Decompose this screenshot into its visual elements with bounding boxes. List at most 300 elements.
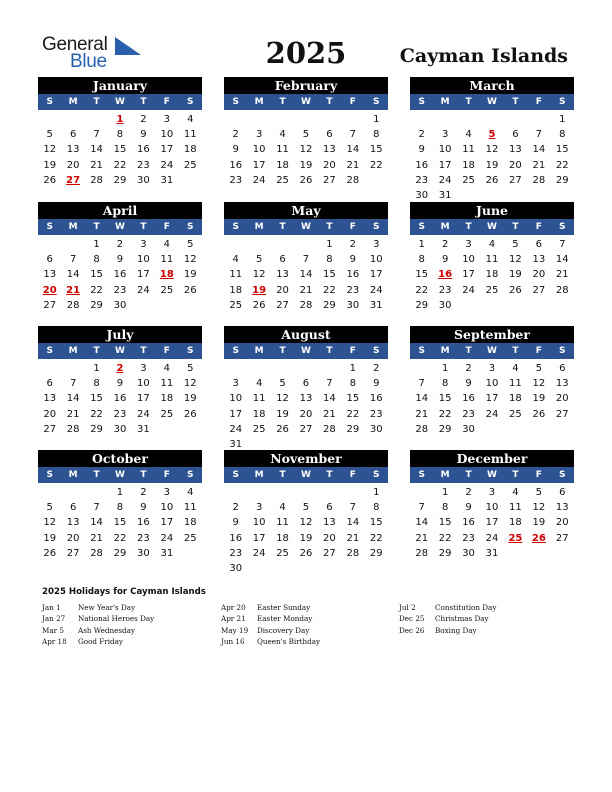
day-cell: 22 [369, 159, 383, 171]
day-cell: 26 [43, 547, 57, 559]
day-cell: 7 [535, 129, 543, 141]
day-cell: 16 [462, 393, 475, 405]
day-cell: 9 [232, 144, 239, 156]
day-cell: 4 [163, 363, 171, 374]
day-cell: 23 [113, 284, 127, 296]
weekday-label: S [46, 346, 53, 356]
day-cell: 30 [369, 423, 383, 435]
day-cell: 31 [485, 547, 499, 559]
weekday-label: F [163, 346, 170, 356]
month-august [224, 326, 388, 452]
day-cell: 12 [183, 378, 197, 390]
day-cell: 17 [137, 269, 150, 281]
day-cell: 30 [415, 189, 429, 201]
day-cell: 26 [299, 547, 313, 559]
day-cell: 31 [137, 423, 150, 435]
day-cell: 20 [532, 269, 546, 281]
weekday-label: W [301, 470, 311, 480]
empty-day [247, 485, 270, 500]
day-cell: 20 [555, 517, 569, 529]
holiday-date: Apr 21 [221, 614, 246, 624]
holiday-day: 19 [252, 284, 267, 296]
day-cell: 4 [163, 239, 171, 250]
days-grid [224, 110, 388, 188]
day-cell: 13 [299, 393, 313, 405]
day-cell: 24 [252, 547, 266, 559]
day-cell: 17 [252, 532, 266, 544]
holiday-column [221, 602, 320, 648]
day-cell: 31 [160, 174, 174, 186]
weekday-label: S [232, 97, 239, 107]
day-cell: 1 [418, 239, 425, 250]
day-cell: 23 [229, 174, 243, 186]
weekday-label: S [559, 97, 566, 107]
weekday-label: T [93, 470, 100, 480]
empty-day [341, 485, 364, 500]
days-grid [38, 235, 202, 313]
holiday-row [399, 602, 496, 613]
day-cell: 30 [113, 299, 127, 311]
empty-day [527, 112, 550, 127]
day-cell: 17 [369, 269, 383, 281]
weekday-label: W [301, 97, 311, 107]
day-cell: 6 [69, 502, 77, 514]
weekday-label: M [254, 470, 264, 480]
holiday-day: 5 [488, 129, 496, 141]
day-cell: 28 [299, 299, 313, 311]
day-cell: 21 [323, 408, 336, 420]
day-cell: 21 [415, 408, 429, 420]
day-cell: 28 [66, 299, 80, 311]
day-cell: 19 [299, 532, 313, 544]
day-cell: 6 [559, 363, 566, 374]
weekday-label: W [301, 346, 311, 356]
month-title: November [224, 450, 388, 467]
day-cell: 4 [279, 502, 286, 514]
day-cell: 3 [232, 378, 239, 390]
day-cell: 7 [93, 129, 100, 141]
day-cell: 21 [415, 532, 429, 544]
day-cell: 24 [462, 284, 475, 296]
day-cell: 24 [229, 423, 243, 435]
day-cell: 30 [462, 547, 475, 559]
day-cell: 31 [229, 438, 243, 450]
day-cell: 25 [276, 547, 289, 559]
day-cell: 29 [346, 423, 360, 435]
holiday-date: Mar 5 [42, 625, 64, 635]
day-cell: 6 [512, 129, 519, 141]
weekday-label: M [68, 470, 78, 480]
day-cell: 26 [509, 284, 522, 296]
empty-day [85, 112, 108, 127]
empty-day [457, 112, 480, 127]
days-grid [410, 483, 574, 561]
day-cell: 9 [349, 254, 357, 266]
weekday-label: W [487, 222, 497, 232]
day-cell: 29 [555, 174, 569, 186]
day-cell: 18 [160, 393, 174, 405]
day-cell: 30 [438, 299, 452, 311]
day-cell: 31 [438, 189, 452, 201]
day-cell: 22 [555, 159, 569, 171]
day-cell: 16 [369, 393, 383, 405]
weekday-label: F [349, 346, 356, 356]
empty-day [433, 112, 456, 127]
weekday-label: S [187, 222, 194, 232]
month-title: September [410, 326, 574, 343]
day-cell: 11 [229, 269, 243, 281]
holiday-column [399, 602, 496, 636]
day-cell: 9 [373, 378, 380, 390]
day-cell: 28 [90, 547, 103, 559]
day-cell: 5 [535, 363, 543, 374]
empty-day [38, 237, 61, 252]
day-cell: 15 [323, 269, 336, 281]
day-cell: 6 [69, 129, 77, 141]
weekday-label: F [349, 470, 356, 480]
day-cell: 14 [323, 393, 336, 405]
day-cell: 22 [415, 284, 429, 296]
weekday-label: M [440, 346, 450, 356]
day-cell: 11 [485, 254, 499, 266]
holiday-name: Good Friday [78, 637, 123, 647]
day-cell: 12 [299, 144, 313, 156]
day-cell: 1 [93, 363, 100, 374]
day-cell: 17 [462, 269, 475, 281]
day-cell: 28 [532, 174, 546, 186]
weekday-label: T [326, 470, 333, 480]
day-cell: 2 [441, 239, 449, 250]
month-title: July [38, 326, 202, 343]
day-cell: 15 [555, 144, 569, 156]
day-cell: 5 [279, 378, 286, 390]
weekday-label: S [187, 97, 194, 107]
weekday-label: T [93, 97, 100, 107]
day-cell: 11 [509, 502, 522, 514]
day-cell: 6 [326, 502, 333, 514]
empty-day [294, 485, 317, 500]
day-cell: 17 [229, 408, 243, 420]
month-october [38, 450, 202, 561]
day-cell: 23 [137, 159, 150, 171]
day-cell: 12 [299, 517, 313, 529]
day-cell: 20 [43, 408, 57, 420]
day-cell: 12 [276, 393, 289, 405]
day-cell: 5 [187, 363, 194, 374]
day-cell: 5 [187, 239, 194, 250]
calendar-year: 2025 [265, 36, 347, 70]
month-title: August [224, 326, 388, 343]
day-cell: 7 [69, 254, 77, 266]
month-title: October [38, 450, 202, 467]
day-cell: 8 [418, 254, 425, 266]
holiday-date: Jul 2 [399, 603, 416, 612]
day-cell: 21 [66, 408, 80, 420]
holiday-name: Christmas Day [435, 614, 489, 624]
day-cell: 18 [229, 284, 243, 296]
day-cell: 16 [113, 269, 127, 281]
day-cell: 22 [369, 532, 383, 544]
holiday-row [221, 636, 320, 647]
empty-day [247, 237, 270, 252]
month-april [38, 202, 202, 313]
day-cell: 31 [160, 547, 174, 559]
day-cell: 23 [462, 408, 475, 420]
day-cell: 14 [555, 254, 569, 266]
day-cell: 26 [485, 174, 499, 186]
day-cell: 13 [323, 144, 336, 156]
day-cell: 21 [532, 159, 546, 171]
day-cell: 5 [255, 254, 263, 266]
weekday-label: S [187, 470, 194, 480]
day-cell: 3 [140, 363, 147, 374]
holiday-name: Easter Sunday [257, 603, 311, 612]
day-cell: 10 [160, 502, 174, 514]
day-cell: 18 [485, 269, 499, 281]
day-cell: 30 [346, 299, 360, 311]
weekday-label: T [279, 470, 286, 480]
empty-day [38, 485, 61, 500]
holiday-name: National Heroes Day [78, 614, 155, 624]
day-cell: 28 [90, 174, 103, 186]
day-cell: 4 [465, 129, 472, 141]
holiday-name: Constitution Day [435, 603, 497, 612]
weekday-label: S [46, 222, 53, 232]
day-cell: 29 [113, 174, 127, 186]
day-cell: 7 [418, 502, 425, 514]
day-cell: 8 [116, 502, 124, 514]
day-cell: 6 [46, 254, 53, 266]
day-cell: 10 [485, 502, 499, 514]
day-cell: 21 [555, 269, 569, 281]
day-cell: 12 [252, 269, 266, 281]
weekday-label: W [487, 97, 497, 107]
day-cell: 13 [509, 144, 522, 156]
weekday-label: F [163, 97, 170, 107]
day-cell: 14 [66, 269, 80, 281]
day-cell: 25 [160, 284, 174, 296]
day-cell: 5 [46, 129, 53, 141]
weekday-label: T [326, 346, 333, 356]
day-cell: 8 [559, 129, 566, 141]
day-cell: 19 [43, 532, 57, 544]
day-cell: 23 [438, 284, 452, 296]
day-cell: 6 [279, 254, 286, 266]
day-cell: 20 [276, 284, 289, 296]
day-cell: 2 [465, 487, 472, 498]
holiday-row [42, 613, 154, 624]
day-cell: 8 [93, 254, 100, 266]
day-cell: 19 [299, 159, 313, 171]
day-cell: 28 [415, 423, 429, 435]
day-cell: 11 [462, 144, 475, 156]
holiday-name: New Year's Day [78, 603, 136, 612]
day-cell: 24 [160, 532, 174, 544]
day-cell: 10 [369, 254, 383, 266]
day-cell: 17 [160, 517, 174, 529]
weekday-label: S [373, 346, 380, 356]
weekday-label: S [418, 222, 425, 232]
holiday-day: 2 [116, 363, 124, 374]
day-cell: 17 [252, 159, 266, 171]
weekday-label: W [487, 346, 497, 356]
holiday-date: Jun 16 [221, 637, 245, 647]
day-cell: 27 [555, 532, 569, 544]
day-cell: 4 [232, 254, 239, 266]
days-grid [38, 483, 202, 561]
day-cell: 3 [488, 487, 496, 498]
empty-day [271, 361, 294, 376]
weekday-label: F [535, 470, 542, 480]
weekday-label: S [373, 470, 380, 480]
weekday-label: S [559, 346, 566, 356]
holiday-date: Apr 20 [221, 603, 246, 612]
month-june [410, 202, 574, 313]
weekday-label: T [93, 222, 100, 232]
day-cell: 15 [438, 393, 452, 405]
day-cell: 8 [441, 502, 449, 514]
day-cell: 8 [373, 129, 380, 141]
month-title: February [224, 77, 388, 94]
day-cell: 17 [438, 159, 452, 171]
day-cell: 12 [485, 144, 499, 156]
holiday-date: Apr 18 [42, 637, 67, 647]
day-cell: 21 [90, 159, 103, 171]
day-cell: 7 [418, 378, 425, 390]
holiday-row [221, 625, 320, 636]
day-cell: 13 [66, 144, 80, 156]
day-cell: 21 [299, 284, 313, 296]
day-cell: 15 [113, 517, 127, 529]
day-cell: 8 [373, 502, 380, 514]
day-cell: 12 [532, 378, 546, 390]
holiday-day: 27 [66, 174, 81, 186]
day-cell: 25 [229, 299, 243, 311]
day-cell: 27 [323, 547, 336, 559]
day-cell: 27 [66, 547, 80, 559]
weekday-label: S [46, 97, 53, 107]
empty-day [271, 237, 294, 252]
empty-day [410, 361, 433, 376]
day-cell: 6 [326, 129, 333, 141]
day-cell: 2 [373, 363, 380, 374]
day-cell: 27 [276, 299, 289, 311]
day-cell: 25 [485, 284, 499, 296]
weekday-header [224, 467, 388, 483]
day-cell: 28 [415, 547, 429, 559]
holiday-row [399, 613, 496, 624]
day-cell: 20 [509, 159, 522, 171]
day-cell: 22 [113, 532, 127, 544]
day-cell: 4 [255, 378, 263, 390]
day-cell: 23 [415, 174, 429, 186]
empty-day [271, 485, 294, 500]
weekday-label: S [232, 222, 239, 232]
day-cell: 26 [183, 284, 197, 296]
day-cell: 24 [485, 532, 499, 544]
day-cell: 11 [276, 517, 289, 529]
day-cell: 13 [43, 393, 57, 405]
holidays-title: 2025 Holidays for Cayman Islands [42, 587, 206, 597]
day-cell: 3 [255, 502, 263, 514]
month-july [38, 326, 202, 437]
day-cell: 22 [438, 408, 452, 420]
logo-word-general: General [42, 34, 108, 55]
holiday-row [221, 613, 320, 624]
weekday-header [410, 467, 574, 483]
day-cell: 17 [485, 517, 499, 529]
day-cell: 8 [349, 378, 357, 390]
day-cell: 22 [346, 408, 360, 420]
day-cell: 28 [346, 547, 360, 559]
holiday-row [42, 625, 154, 636]
holiday-day: 16 [438, 269, 453, 281]
holiday-name: Ash Wednesday [78, 625, 135, 635]
day-cell: 11 [160, 254, 174, 266]
month-november [224, 450, 388, 576]
weekday-header [410, 94, 574, 110]
day-cell: 9 [140, 129, 147, 141]
day-cell: 27 [555, 408, 569, 420]
weekday-label: T [140, 97, 147, 107]
weekday-label: M [254, 222, 264, 232]
day-cell: 3 [140, 239, 147, 250]
day-cell: 30 [113, 423, 127, 435]
day-cell: 13 [555, 502, 569, 514]
weekday-label: T [279, 222, 286, 232]
day-cell: 23 [229, 547, 243, 559]
holiday-day: 26 [531, 532, 546, 544]
day-cell: 1 [441, 487, 449, 498]
day-cell: 13 [66, 517, 80, 529]
day-cell: 2 [418, 129, 425, 141]
weekday-label: M [440, 97, 450, 107]
month-title: April [38, 202, 202, 219]
day-cell: 11 [509, 378, 522, 390]
empty-day [247, 112, 270, 127]
day-cell: 2 [349, 239, 357, 250]
weekday-header [410, 343, 574, 359]
day-cell: 9 [441, 254, 449, 266]
day-cell: 10 [252, 144, 266, 156]
day-cell: 14 [346, 144, 360, 156]
day-cell: 22 [90, 408, 103, 420]
day-cell: 11 [276, 144, 289, 156]
day-cell: 1 [116, 487, 124, 498]
day-cell: 17 [137, 393, 150, 405]
empty-day [224, 485, 247, 500]
day-cell: 18 [462, 159, 475, 171]
weekday-label: T [465, 346, 472, 356]
holiday-date: Jan 27 [42, 614, 66, 624]
weekday-label: M [440, 222, 450, 232]
month-may [224, 202, 388, 313]
day-cell: 19 [183, 393, 197, 405]
day-cell: 18 [276, 159, 289, 171]
day-cell: 20 [66, 159, 80, 171]
day-cell: 4 [488, 239, 496, 250]
month-title: December [410, 450, 574, 467]
day-cell: 19 [183, 269, 197, 281]
holiday-day: 18 [159, 269, 174, 281]
weekday-label: T [512, 97, 519, 107]
weekday-label: S [46, 470, 53, 480]
empty-day [318, 112, 341, 127]
day-cell: 14 [299, 269, 313, 281]
day-cell: 7 [349, 502, 357, 514]
day-cell: 25 [509, 408, 522, 420]
weekday-label: W [115, 346, 125, 356]
